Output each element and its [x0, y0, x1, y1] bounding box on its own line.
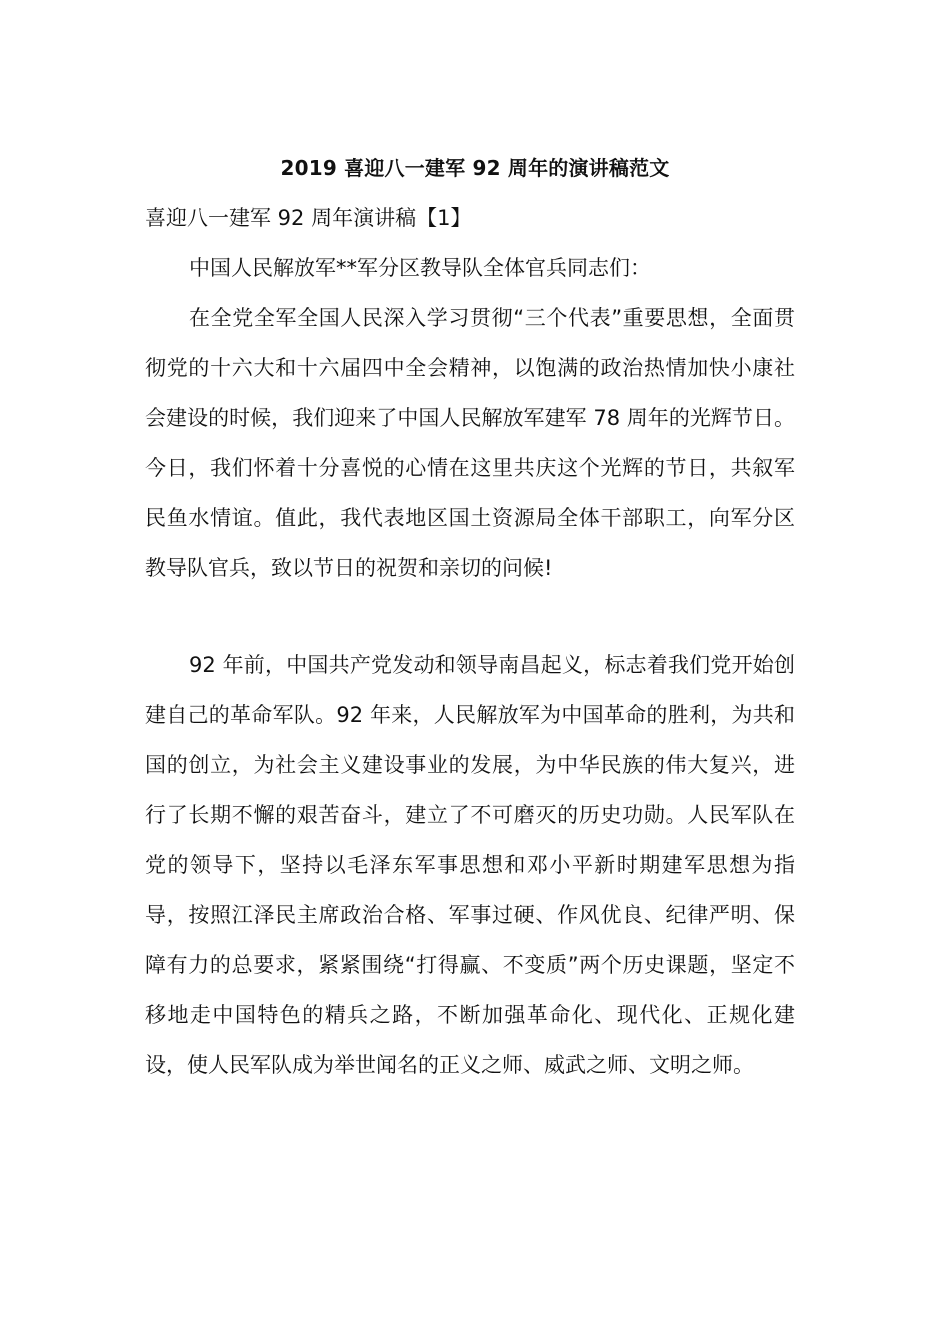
body-paragraph-2: 92 年前，中国共产党发动和领导南昌起义，标志着我们党开始创建自己的革命军队。92 年来，人民解放军为中国革命的胜利，为共和国的创立，为社会主义建设事业的发展，为中华民族的伟大复兴，进行了长期不懈的艰苦奋斗，建立了不可磨灭的历史功勋。人民军队在党的领导下，坚持以毛泽东军事思想和邓小平新时期建军思想为指导，按照江泽民主席政治合格、军事过硬、作风优良、纪律严明、保障有力的总要求，紧紧围绕“打得赢、不变质”两个历史课题，坚定不移地走中国特色的精兵之路，不断加强革命化、现代化、正规化建设，使人民军队成为举世闻名的正义之师、威武之师、文明之师。	[145, 653, 795, 1077]
document-title: 2019 喜迎八一建军 92 周年的演讲稿范文	[280, 156, 670, 180]
salutation: 中国人民解放军**军分区教导队全体官兵同志们：	[189, 256, 651, 280]
document-subtitle: 喜迎八一建军 92 周年演讲稿【1】	[145, 206, 472, 230]
body-paragraph-1: 在全党全军全国人民深入学习贯彻“三个代表”重要思想，全面贯彻党的十六大和十六届四中全会精神，以饱满的政治热情加快小康社会建设的时候，我们迎来了中国人民解放军建军 78 周年的光辉节日。今日，我们怀着十分喜悦的心情在这里共庆这个光辉的节日，共叙军民鱼水情谊。值此，我代表地区国土资源局全体干部职工，向军分区教导队官兵，致以节日的祝贺和亲切的问候!	[145, 306, 795, 580]
